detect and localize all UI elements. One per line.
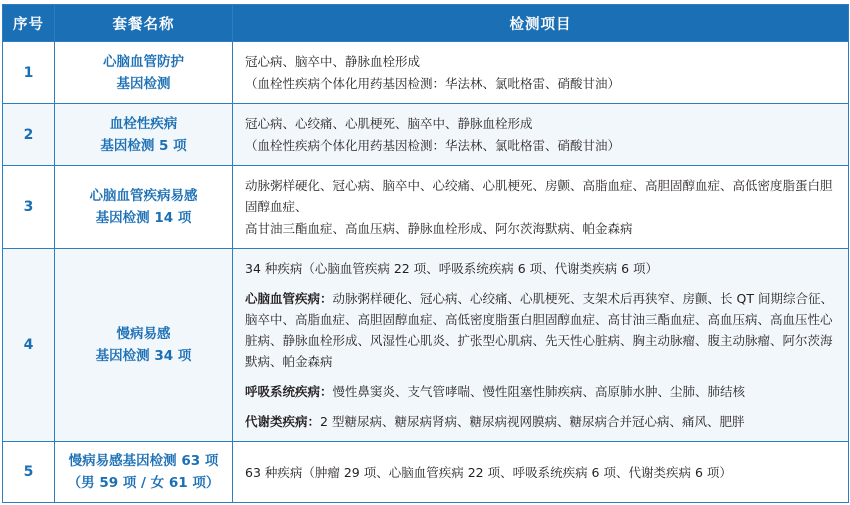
group-text: 动脉粥样硬化、冠心病、心绞痛、心肌梗死、支架术后再狭窄、房颤、长 QT 间期综合征、脑卒中、高脂血症、高胆固醇血症、高低密度脂蛋白胆固醇血症、高甘油三酯血症、高血压病、高血压性心脏病、静脉血栓形成、风湿性心肌炎、扩张型心肌病、先天性心脏病、胸主动脉瘤、腹主动脉瘤、阿尔茨海默病、帕金森病 <box>245 291 833 369</box>
table-row <box>3 104 849 166</box>
test-items <box>233 42 849 104</box>
table-row <box>3 42 849 104</box>
package-name-line: 基因检测 <box>116 75 171 92</box>
package-name-line: 心脑血管防护 <box>103 53 184 70</box>
test-item-group <box>245 288 836 372</box>
test-item-line: 动脉粥样硬化、冠心病、脑卒中、心绞痛、心肌梗死、房颤、高脂血症、高胆固醇血症、高低密度脂蛋白胆固醇血症、 <box>245 178 833 214</box>
column-header-no: 序号 <box>3 5 55 42</box>
test-item-line: 冠心病、心绞痛、心肌梗死、脑卒中、静脉血栓形成 <box>245 116 533 131</box>
package-name-line: 慢病易感基因检测 63 项 <box>68 453 219 469</box>
package-name-line: （男 59 项 / 女 61 项） <box>67 475 220 491</box>
package-name-line: 基因检测 14 项 <box>95 210 192 226</box>
package-name <box>55 442 233 503</box>
test-item-line: （血栓性疾病个体化用药基因检测：华法林、氯吡格雷、硝酸甘油） <box>245 138 621 153</box>
group-label: 呼吸系统疾病： <box>245 384 333 399</box>
package-name-line: 血栓性疾病 <box>109 115 178 132</box>
test-items <box>233 166 849 249</box>
row-number: 3 <box>3 166 55 249</box>
test-item-summary: 34 种疾病（心脑血管疾病 22 项、呼吸系统疾病 6 项、代谢类疾病 6 项） <box>245 261 659 276</box>
group-text: 2 型糖尿病、糖尿病肾病、糖尿病视网膜病、糖尿病合并冠心病、痛风、肥胖 <box>320 414 745 429</box>
test-item-line: 冠心病、脑卒中、静脉血栓形成 <box>245 54 421 69</box>
package-name-line: 基因检测 34 项 <box>95 348 192 364</box>
table-row <box>3 166 849 249</box>
package-name <box>55 42 233 104</box>
package-name-line: 基因检测 5 项 <box>100 137 187 154</box>
test-item-group <box>245 411 836 432</box>
test-items <box>233 104 849 166</box>
package-name <box>55 104 233 166</box>
test-item-group <box>245 381 836 402</box>
test-items <box>233 442 849 503</box>
table-row <box>3 249 849 442</box>
package-name <box>55 249 233 442</box>
group-label: 代谢类疾病： <box>245 414 321 429</box>
table-body <box>3 42 849 503</box>
test-item-line: 高甘油三酯血症、高血压病、静脉血栓形成、阿尔茨海默病、帕金森病 <box>245 221 633 236</box>
row-number: 4 <box>3 249 55 442</box>
row-number: 2 <box>3 104 55 166</box>
row-number: 1 <box>3 42 55 104</box>
test-item-line: （血栓性疾病个体化用药基因检测：华法林、氯吡格雷、硝酸甘油） <box>245 76 621 91</box>
table-header-row <box>3 5 849 42</box>
test-items <box>233 249 849 442</box>
column-header-package-name: 套餐名称 <box>55 5 233 42</box>
table-header <box>3 5 849 42</box>
column-header-test-items: 检测项目 <box>233 5 849 42</box>
row-number: 5 <box>3 442 55 503</box>
package-name-line: 心脑血管疾病易感 <box>89 188 198 204</box>
table-row <box>3 442 849 503</box>
package-name <box>55 166 233 249</box>
test-item-line: 63 种疾病（肿瘤 29 项、心脑血管疾病 22 项、呼吸系统疾病 6 项、代谢类疾病 6 项） <box>245 464 732 480</box>
group-text: 慢性鼻窦炎、支气管哮喘、慢性阻塞性肺疾病、高原肺水肿、尘肺、肺结核 <box>332 384 746 399</box>
package-table <box>2 4 849 503</box>
group-label: 心脑血管疾病： <box>245 291 333 306</box>
package-name-line: 慢病易感 <box>116 326 171 342</box>
